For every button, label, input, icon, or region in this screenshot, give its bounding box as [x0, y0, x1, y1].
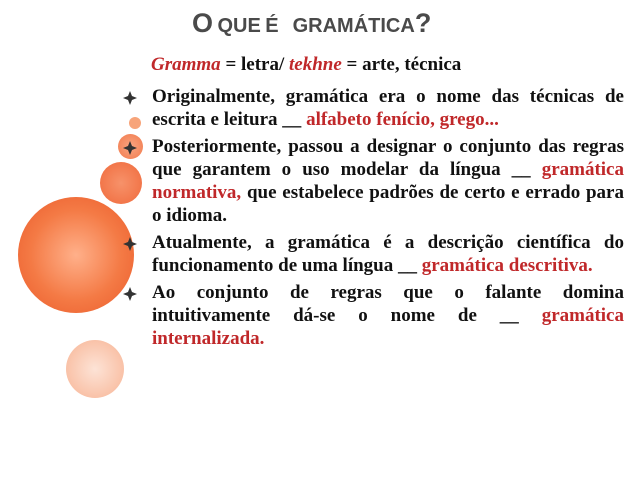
bullet-item-3 — [120, 231, 624, 277]
highlight-term: gramática internalizada. — [152, 305, 624, 349]
bullet-item-2 — [120, 135, 624, 227]
term-tekhne: tekhne — [289, 54, 342, 75]
bullet-text: Originalmente, gramática era o nome das técnicas de escrita e leitura __ alfabeto fenício, grego... — [152, 86, 624, 130]
highlight-term: gramática descritiva. — [421, 255, 593, 276]
bullet-text: Ao conjunto de regras que o falante domina intuitivamente dá-se o nome de __ gramática internalizada. — [152, 282, 624, 349]
term-gramma: Gramma — [151, 54, 221, 75]
highlight-term: alfabeto fenício, grego... — [306, 109, 499, 130]
bullet-text: Atualmente, a gramática é a descrição científica do funcionamento de uma língua __ gramática descritiva. — [152, 232, 624, 276]
highlight-term: gramática normativa, — [152, 159, 624, 203]
etymology-line: Gramma = letra/ tekhne = arte, técnica — [151, 54, 462, 75]
diamond-bullet-icon — [123, 91, 137, 105]
bullet-text: Posteriormente, passou a designar o conjunto das regras que garantem o uso modelar da língua __ gramática normativa, que estabelece padrões de certo e errado para o idioma. — [152, 136, 624, 226]
diamond-bullet-icon — [123, 287, 137, 301]
diamond-bullet-icon — [123, 141, 137, 155]
bullet-list — [120, 85, 624, 354]
slide-title: O QUE É GRAMÁTICA? — [192, 8, 432, 38]
decorative-circle-lower — [66, 340, 124, 398]
decorative-circle-large — [18, 197, 134, 313]
diamond-bullet-icon — [123, 237, 137, 251]
bullet-item-1 — [120, 85, 624, 131]
bullet-item-4 — [120, 281, 624, 350]
